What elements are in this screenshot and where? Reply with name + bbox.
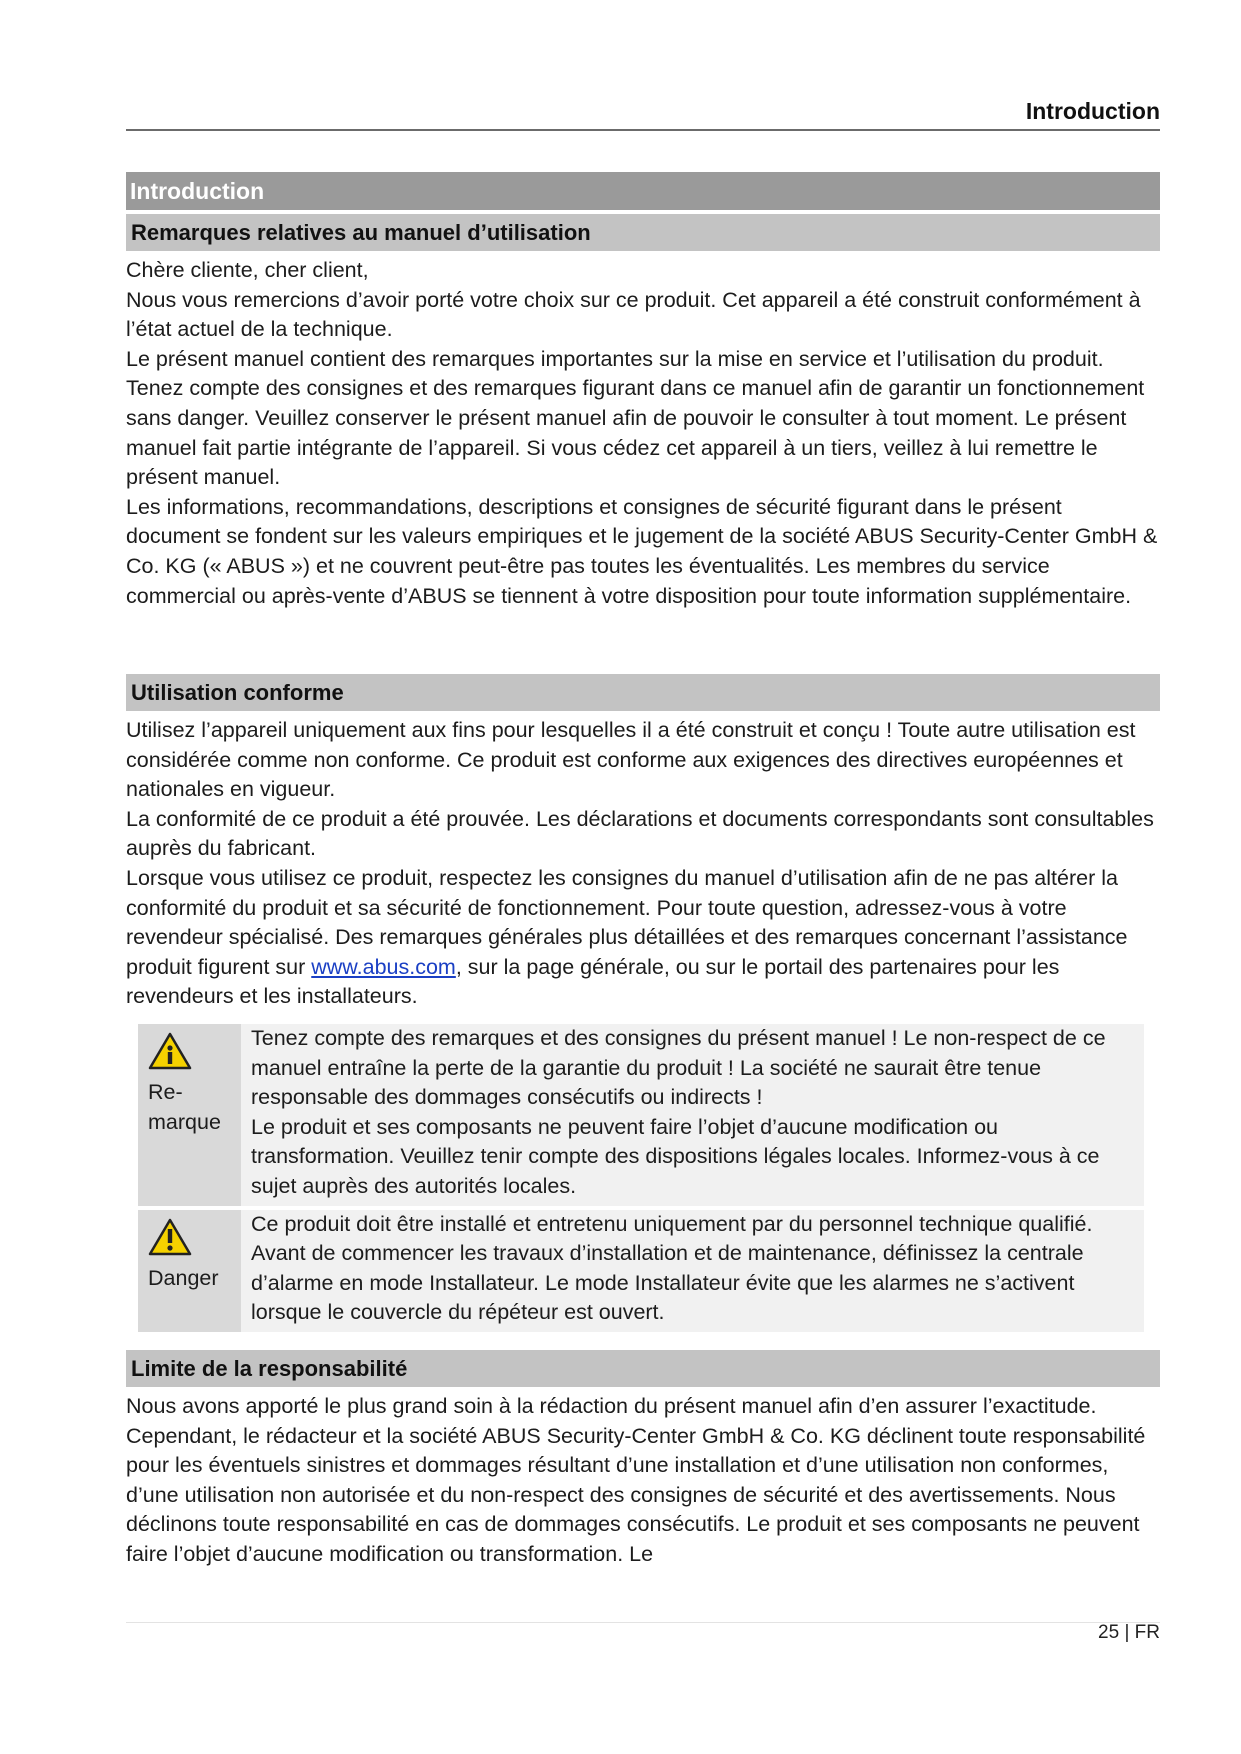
footer-rule xyxy=(126,1622,1160,1623)
paragraph: Nous avons apporté le plus grand soin à la rédaction du présent manuel afin d’en assurer l’exactitude. Cependant, le rédacteur et la société ABUS Security-Center GmbH & Co. KG déclinent toute responsabilité pour les éventuels sinistres et dommages résultant d’une installation et d’une utilisation non conformes, d’une utilisation non autorisée et du non-respect des consignes de sécurité et des avertissements. Nous déclinons toute responsabilité en cas de dommages consécutifs. Le produit et ses composants ne peuvent faire l’objet d’aucune modification ou transformation. Le xyxy=(126,1394,1146,1566)
paragraph-text: , sur la page générale, ou sur le portail des partenaires pour les revendeurs et les installateurs. xyxy=(126,954,1060,1009)
notice-line: Tenez compte des remarques et des consignes du présent manuel ! Le non-respect de ce manuel entraîne la perte de la garantie du produit ! La société ne saurait être tenue responsable des dommages consécutifs ou indirects ! xyxy=(251,1026,1106,1110)
notice-table xyxy=(138,1020,1144,1336)
section-title: Introduction xyxy=(126,172,1160,210)
page-number: 25 | FR xyxy=(1098,1622,1160,1643)
subsection-title-manual-notes: Remarques relatives au manuel d’utilisation xyxy=(126,214,1160,251)
paragraph: Le présent manuel contient des remarques importantes sur la mise en service et l’utilisation du produit. Tenez compte des consignes et des remarques figurant dans ce manuel afin de garantir un fonctionnement sans danger. Veuillez conserver le présent manuel afin de pouvoir le consulter à tout moment. Le présent manuel fait partie intégrante de l’appareil. Si vous cédez cet appareil à un tiers, veillez à lui remettre le présent manuel. xyxy=(126,346,1145,490)
abus-website-link[interactable]: www.abus.com xyxy=(311,954,456,979)
notice-text-cell xyxy=(241,1210,1144,1332)
liability-body xyxy=(126,1392,1160,1570)
notice-label: Remarque xyxy=(148,1080,221,1134)
paragraph: La conformité de ce produit a été prouvée. Les déclarations et documents correspondants sont consultables auprès du fabricant. xyxy=(126,806,1154,861)
notice-row-danger xyxy=(138,1210,1144,1332)
notice-row-remark xyxy=(138,1024,1144,1206)
intended-use-body xyxy=(126,716,1160,1012)
subsection-title-liability: Limite de la responsabilité xyxy=(126,1350,1160,1387)
manual-notes-body xyxy=(126,256,1160,611)
paragraph-text: Lorsque vous utilisez ce produit, respectez les consignes du manuel d’utilisation afin de ne pas altérer la conformité du produit et sa sécurité de fonctionnement. Pour toute question, adressez-vous à votre revendeur spécialisé. Des remarques générales plus détaillées et des remarques concernant l’assistance produit figurent sur xyxy=(126,865,1128,979)
paragraph-with-link xyxy=(126,864,1160,1012)
header-rule xyxy=(126,129,1160,131)
info-warning-icon xyxy=(148,1032,192,1070)
paragraph: Les informations, recommandations, descriptions et consignes de sécurité figurant dans le présent document se fondent sur les valeurs empiriques et le jugement de la société ABUS Security-Center GmbH & Co. KG (« ABUS ») et ne couvrent peut-être pas toutes les éventualités. Les membres du service commercial ou après-vente d’ABUS se tiennent à votre disposition pour toute information supplémentaire. xyxy=(126,494,1158,608)
paragraph: Utilisez l’appareil uniquement aux fins pour lesquelles il a été construit et conçu ! Toute autre utilisation est considérée comme non conforme. Ce produit est conforme aux exigences des directives européennes et nationales en vigueur. xyxy=(126,718,1136,802)
warning-icon xyxy=(148,1218,192,1256)
notice-line: Le produit et ses composants ne peuvent faire l’objet d’aucune modification ou transformation. Veuillez tenir compte des dispositions légales locales. Informez-vous à ce sujet auprès des autorités locales. xyxy=(251,1114,1100,1198)
subsection-title-intended-use: Utilisation conforme xyxy=(126,674,1160,711)
notice-line: Ce produit doit être installé et entretenu uniquement par du personnel technique qualifié. Avant de commencer les travaux d’installation et de maintenance, définissez la centrale d’alarme en mode Installateur. Le mode Installateur évite que les alarmes ne s’activent lorsque le couvercle du répéteur est ouvert. xyxy=(251,1211,1093,1325)
notice-label: Danger xyxy=(148,1265,219,1290)
notice-label-cell xyxy=(138,1210,241,1332)
notice-text-cell xyxy=(241,1024,1144,1206)
notice-label-cell xyxy=(138,1024,241,1206)
running-header-title: Introduction xyxy=(1025,98,1160,124)
paragraph: Chère cliente, cher client, xyxy=(126,258,369,282)
paragraph: Nous vous remercions d’avoir porté votre choix sur ce produit. Cet appareil a été construit conformément à l’état actuel de la technique. xyxy=(126,287,1141,342)
